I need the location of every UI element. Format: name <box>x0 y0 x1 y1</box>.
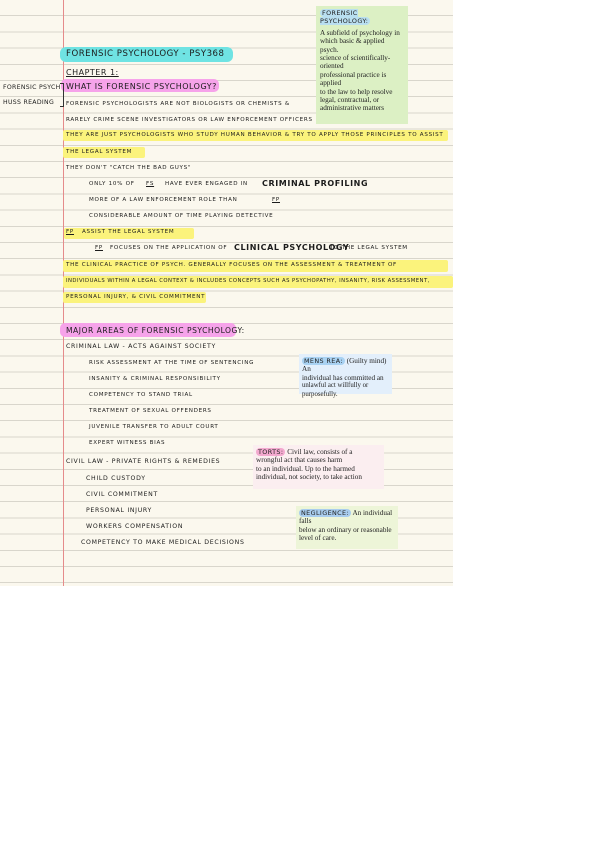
mens-rea-line-2: individual has committed an <box>302 373 384 382</box>
negligence-heading: NEGLIGENCE: <box>301 509 350 517</box>
negligence-note <box>296 506 398 549</box>
line-6a: ONLY 10% OF <box>89 181 135 187</box>
margin-bracket <box>60 83 64 107</box>
definition-line-4: professional practice is applied <box>320 70 387 88</box>
torts-heading: TORTS: <box>258 448 284 456</box>
line-7b: FP <box>272 197 280 203</box>
page-title: FORENSIC PSYCHOLOGY - PSY368 <box>66 49 225 59</box>
line-8: CONSIDERABLE AMOUNT OF TIME PLAYING DETECTIVE <box>89 213 274 219</box>
definition-line-7: administrative matters <box>320 104 385 113</box>
line-6b: FS <box>146 181 155 187</box>
definition-note-heading: FORENSIC PSYCHOLOGY: <box>320 9 369 26</box>
line-12: INDIVIDUALS WITHIN A LEGAL CONTEXT & INCLUDES CONCEPTS SUCH AS PSYCHOPATHY, INSANITY, RISK ASSESSMENT, <box>66 278 430 284</box>
major-areas-heading: MAJOR AREAS OF FORENSIC PSYCHOLOGY: <box>66 326 245 335</box>
criminal-item-4: TREATMENT OF SEXUAL OFFENDERS <box>89 408 212 414</box>
criminal-law-heading: CRIMINAL LAW - ACTS AGAINST SOCIETY <box>66 343 216 350</box>
definition-note <box>316 6 408 124</box>
margin-label-huss-reading: HUSS READING <box>3 99 55 106</box>
civil-item-5: COMPETENCY TO MAKE MEDICAL DECISIONS <box>81 539 245 546</box>
line-13: PERSONAL INJURY, & CIVIL COMMITMENT <box>66 294 206 300</box>
line-4: THE LEGAL SYSTEM <box>66 149 133 155</box>
torts-line-2: wrongful act that causes harm <box>256 456 343 465</box>
negligence-line-3: level of care. <box>299 534 337 543</box>
line-7a: MORE OF A LAW ENFORCEMENT ROLE THAN <box>89 197 238 203</box>
torts-line-4: individual, not society, to take action <box>256 473 362 482</box>
civil-item-1: CHILD CUSTODY <box>86 475 146 482</box>
negligence-line-2: below an ordinary or reasonable <box>299 525 392 534</box>
mens-rea-line-3: unlawful act willfully or purposefully. <box>302 382 369 398</box>
civil-item-3: PERSONAL INJURY <box>86 507 153 514</box>
line-5: THEY DON'T "CATCH THE BAD GUYS" <box>66 165 192 171</box>
criminal-item-2: INSANITY & CRIMINAL RESPONSIBILITY <box>89 376 221 382</box>
section-question: WHAT IS FORENSIC PSYCHOLOGY? <box>66 82 217 91</box>
line-9b: ASSIST THE LEGAL SYSTEM <box>82 229 175 235</box>
criminal-item-6: EXPERT WITNESS BIAS <box>89 440 166 446</box>
negligence-line-1: An individual falls <box>299 509 393 526</box>
chapter-label: CHAPTER 1: <box>66 68 119 77</box>
definition-line-1: A subfield of psychology in <box>320 28 400 37</box>
civil-item-4: WORKERS COMPENSATION <box>86 523 184 530</box>
criminal-item-1: RISK ASSESSMENT AT THE TIME OF SENTENCING <box>89 360 255 366</box>
margin-label-forensic-psych: FORENSIC PSYCH <box>3 84 61 91</box>
line-10d: TO THE LEGAL SYSTEM <box>330 245 408 251</box>
criminal-item-3: COMPETENCY TO STAND TRIAL <box>89 392 193 398</box>
line-6c: HAVE EVER ENGAGED IN <box>165 181 248 187</box>
torts-line-3: to an individual. Up to the harmed <box>256 464 355 473</box>
torts-line-1: Civil law, consists of a <box>287 448 353 456</box>
line-11: THE CLINICAL PRACTICE OF PSYCH. GENERALLY FOCUSES ON THE ASSESSMENT & TREATMENT OF <box>66 262 397 268</box>
mens-rea-note <box>299 354 392 398</box>
line-2: RARELY CRIME SCENE INVESTIGATORS OR LAW ENFORCEMENT OFFICERS <box>66 117 313 123</box>
mens-rea-heading: MENS REA: <box>304 357 343 365</box>
mens-rea-line-1: (Guilty mind) An <box>302 357 387 374</box>
line-10a: FP <box>95 245 103 251</box>
civil-item-2: CIVIL COMMITMENT <box>86 491 158 498</box>
definition-line-2: which basic & applied psych. <box>320 37 385 54</box>
line-10c: CLINICAL PSYCHOLOGY <box>234 243 350 252</box>
criminal-item-5: JUVENILE TRANSFER TO ADULT COURT <box>89 424 219 430</box>
line-1: FORENSIC PSYCHOLOGISTS ARE NOT BIOLOGISTS OR CHEMISTS & <box>66 101 290 107</box>
torts-note <box>253 445 384 489</box>
line-10b: FOCUSES ON THE APPLICATION OF <box>110 245 228 251</box>
line-3: THEY ARE JUST PSYCHOLOGISTS WHO STUDY HUMAN BEHAVIOR & TRY TO APPLY THOSE PRINCIPLES TO ASSIST <box>66 132 444 138</box>
line-9a: FP <box>66 229 74 235</box>
civil-law-heading: CIVIL LAW - PRIVATE RIGHTS & REMEDIES <box>66 458 221 465</box>
definition-line-3: science of scientifically-oriented <box>320 54 391 71</box>
definition-line-5: to the law to help resolve <box>320 87 393 96</box>
definition-line-6: legal, contractual, or <box>320 96 380 105</box>
line-6d: CRIMINAL PROFILING <box>262 179 369 188</box>
